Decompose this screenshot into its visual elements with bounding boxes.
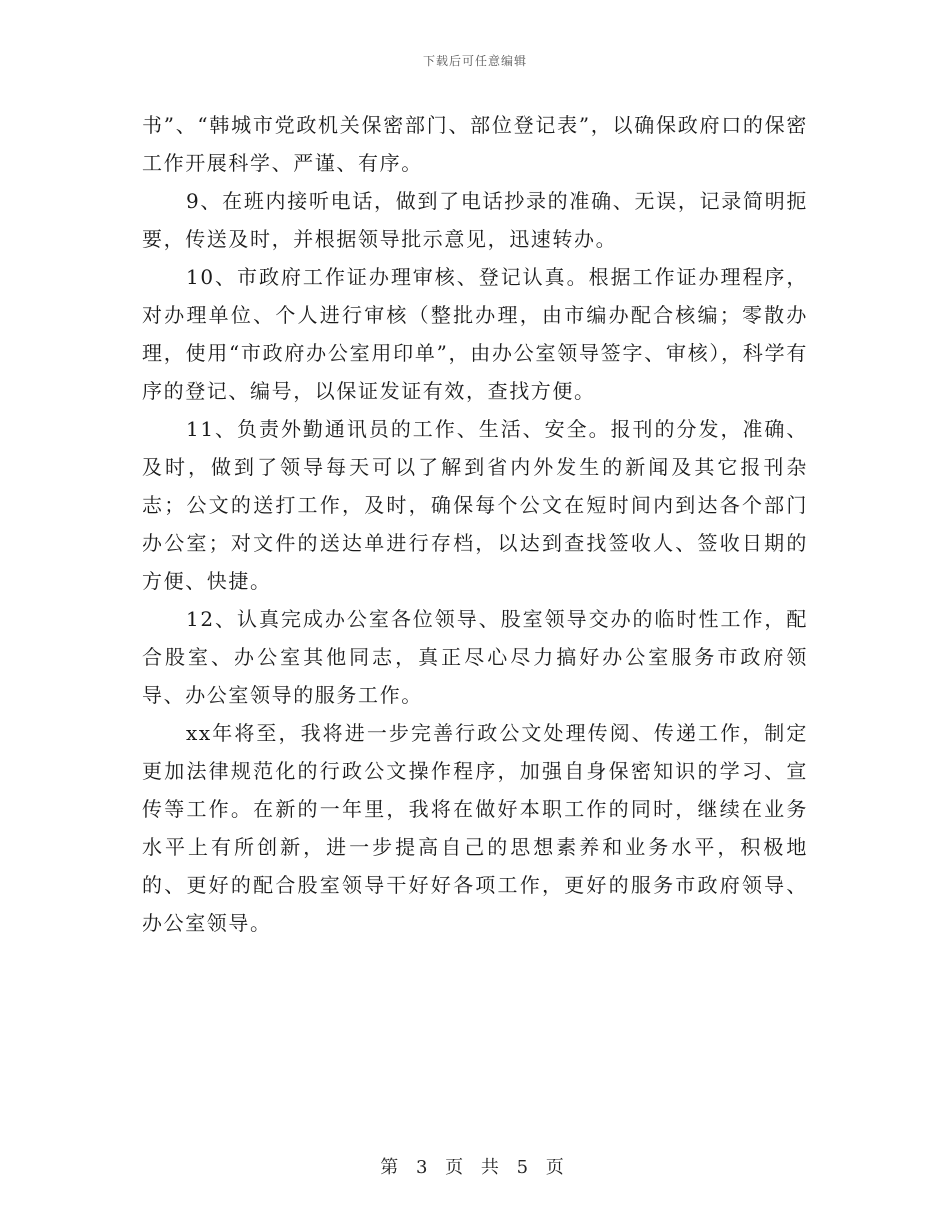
paragraph-continuation: 书”、“韩城市党政机关保密部门、部位登记表”，以确保政府口的保密工作开展科学、严谨、有序。	[142, 113, 808, 175]
paragraph-item-9: 9、在班内接听电话，做到了电话抄录的准确、无误，记录简明扼要，传送及时，并根据领导批示意见，迅速转办。	[142, 189, 808, 251]
paragraph-item-12: 12、认真完成办公室各位领导、股室领导交办的临时性工作，配合股室、办公室其他同志，真正尽心尽力搞好办公室服务市政府领导、办公室领导的服务工作。	[142, 607, 808, 707]
document-body	[142, 106, 808, 942]
page-number-footer: 第 3 页 共 5 页	[380, 1157, 570, 1178]
page-header: 下载后可任意编辑	[422, 54, 527, 68]
paragraph-conclusion: xx年将至，我将进一步完善行政公文处理传阅、传递工作，制定更加法律规范化的行政公文操作程序，加强自身保密知识的学习、宣传等工作。在新的一年里，我将在做好本职工作的同时，继续在业务水平上有所创新，进一步提高自己的思想素养和业务水平，积极地的、更好的配合股室领导干好好各项工作，更好的服务市政府领导、办公室领导。	[142, 721, 808, 935]
paragraph-item-11: 11、负责外勤通讯员的工作、生活、安全。报刊的分发，准确、及时，做到了领导每天可以了解到省内外发生的新闻及其它报刊杂志；公文的送打工作，及时，确保每个公文在短时间内到达各个部门办公室；对文件的送达单进行存档，以达到查找签收人、签收日期的方便、快捷。	[142, 417, 808, 593]
paragraph-item-10: 10、市政府工作证办理审核、登记认真。根据工作证办理程序，对办理单位、个人进行审核（整批办理，由市编办配合核编；零散办理，使用“市政府办公室用印单”，由办公室领导签字、审核），科学有序的登记、编号，以保证发证有效，查找方便。	[142, 265, 808, 403]
